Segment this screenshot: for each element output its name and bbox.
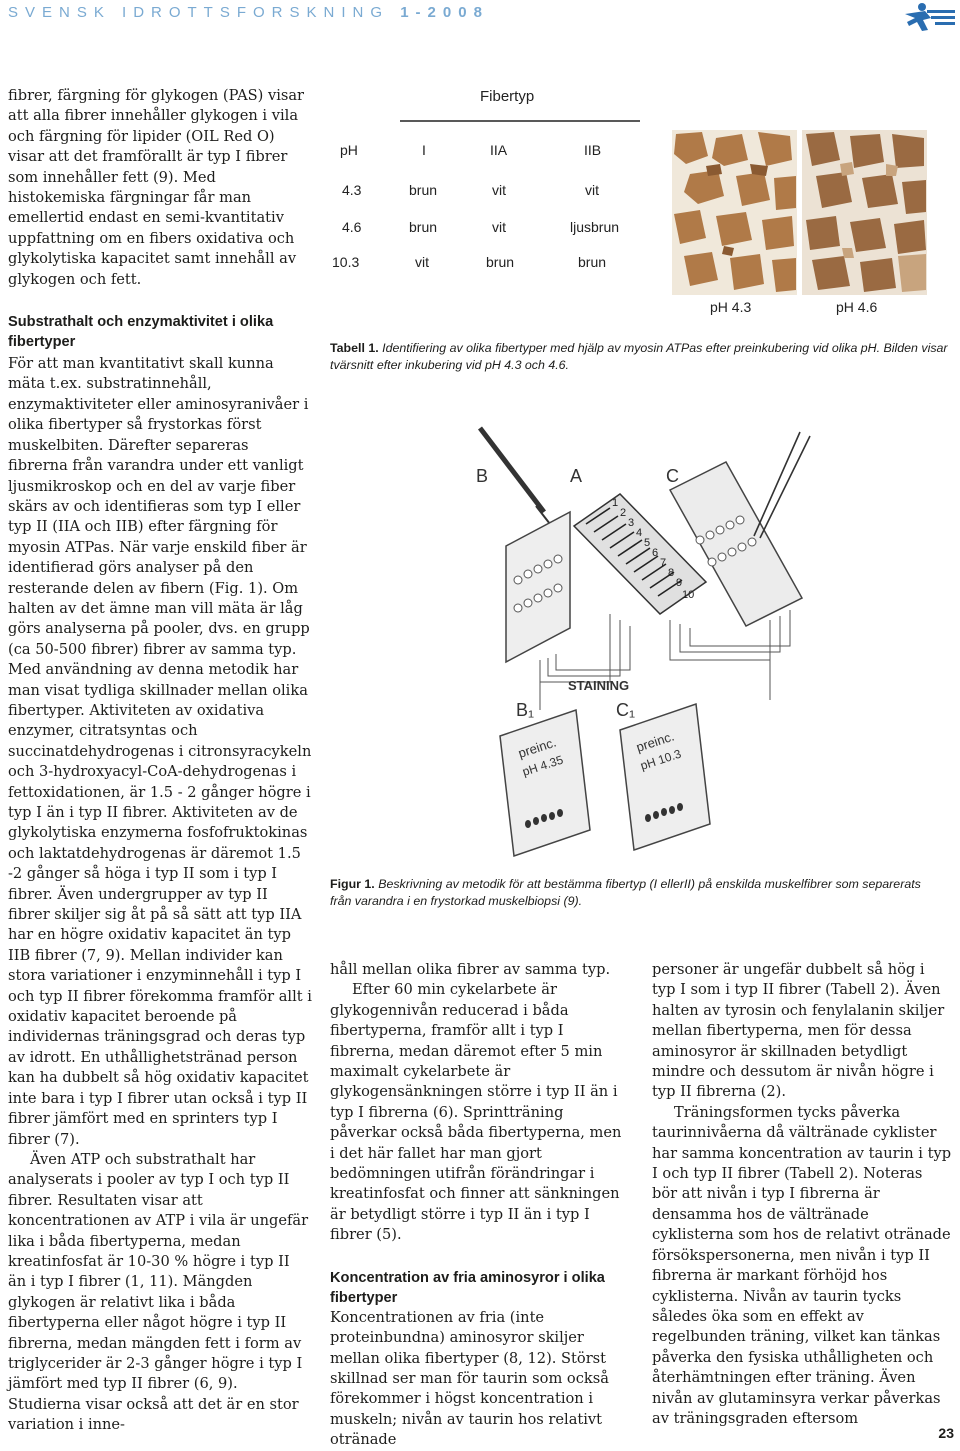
table-header-iia: IIA — [490, 142, 508, 158]
pipette — [480, 428, 544, 512]
table-cell: 4.6 — [342, 219, 362, 235]
micrograph-label-ph46: pH 4.6 — [836, 299, 878, 315]
fiber-number: 6 — [652, 547, 659, 559]
fiber-number: 4 — [636, 527, 643, 539]
journal-logo — [895, 0, 957, 36]
body-paragraph: Efter 60 min cykelarbete är glykogennivån reducerad i båda fibertyperna, framför allt i typ I fibrerna, medan däremot efter 5 min maximalt cykelarbete är glykogensänkningen större i typ II än i typ I fibrerna (6). Sprintträning påverkar också båda fibertyperna, men i det här fallet har man gjort bedömningen utifrån förändringar i kreatinfosfat och finner att sänkningen är betydligt större i typ II än i typ I fibrer (5). — [330, 981, 622, 1244]
body-paragraph: personer är ungefär dubbelt så hög i typ I som i typ II fibrer (Tabell 2). Även halten av tyrosin och fenylalanin skiljer mellan fibertyperna, men för dessa aminosyror är skillnaden betydligt mindre och dessutom är nivån högre i typ II fibrerna (2). — [652, 961, 945, 1101]
figure-caption — [330, 876, 942, 910]
table-caption-label: Tabell 1. — [330, 341, 379, 355]
table-cell: brun — [578, 254, 607, 270]
body-paragraph: Även ATP och substrathalt har analyserats i pooler av typ I och typ II fibrer. Resultaten visar att koncentrationen av ATP i vila är ungefär lika i båda fibertyperna, medan kreatinfosfat är 10-30 % högre i typ II än i typ I fibrer (1, 11). Mängden glykogen är relativt lika i båda fibertyperna eller något högre i typ II fibrerna, medan mängden fett i form av triglycerider är 2-3 gånger högre i typ I jämfört med typ II fibrer (6, 9). Studierna visar också att det är en stor variation i inne- — [8, 1150, 309, 1434]
slide-c1 — [620, 704, 710, 850]
preinc-label: preinc. — [634, 728, 677, 755]
label-b: B — [476, 466, 489, 486]
table-cell: brun — [486, 254, 515, 270]
table-caption-text: Identifiering av olika fibertyper med hjälp av myosin ATPas efter preinkubering vid olika pH. Bilden visar tvärsnitt efter inkubering vid pH 4.3 och 4.6. — [330, 341, 948, 372]
table-cell: vit — [492, 219, 506, 235]
label-c: C — [666, 466, 679, 486]
table-cell: brun — [409, 219, 438, 235]
table-cell: ljusbrun — [570, 219, 620, 235]
table-group-header: Fibertyp — [480, 88, 535, 105]
micrograph-ph43 — [672, 130, 797, 295]
table-fibertyp — [330, 82, 660, 282]
preinc-ph-label: pH 4.35 — [520, 752, 565, 779]
fiber-number: 2 — [620, 507, 627, 519]
body-paragraph: håll mellan olika fibrer av samma typ. — [330, 961, 611, 978]
micrograph-label-ph43: pH 4.3 — [710, 299, 752, 315]
figure-method-diagram — [470, 420, 940, 870]
table-cell: brun — [409, 182, 438, 198]
fiber-number: 3 — [628, 517, 635, 529]
figure-caption-text: Beskrivning av metodik för att bestämma fibertyp (I ellerII) på enskilda muskelfibrer som separerats från varandra i en frystorkad muskelbiopsi (9). — [330, 877, 921, 908]
table-cell: 4.3 — [342, 182, 362, 198]
table-header-ph: pH — [340, 142, 358, 158]
label-c1: C₁ — [616, 700, 636, 720]
fiber-number: 8 — [668, 567, 675, 579]
page-number: 23 — [938, 1425, 954, 1441]
column-left — [8, 86, 312, 1436]
fiber-number: 5 — [644, 537, 651, 549]
section-heading-substrate: Substrathalt och enzymaktivitet i olika fibertyper — [8, 314, 274, 351]
slide-b1 — [500, 710, 590, 856]
slide-c — [670, 462, 802, 626]
figure-caption-label: Figur 1. — [330, 877, 375, 891]
running-header — [8, 4, 489, 21]
table-cell: 10.3 — [332, 254, 360, 270]
preinc-label: preinc. — [516, 734, 559, 761]
staining-label: STAINING — [568, 678, 630, 693]
table-group-rule — [400, 120, 640, 122]
label-b1: B₁ — [516, 700, 535, 720]
preinc-ph-label: pH 10.3 — [638, 746, 683, 773]
body-paragraph: Koncentrationen av fria (inte proteinbundna) aminosyror skiljer mellan olika fibertyper (8, 12). Störst skillnad ser man för taurin som också förekommer i högst koncentration i muskeln; nivån av taurin hos relativt otränade — [330, 1308, 609, 1449]
fiber-number: 1 — [612, 497, 619, 509]
table-cell: vit — [492, 182, 506, 198]
body-paragraph: För att man kvantitativt skall kunna mäta t.ex. substratinnehåll, enzymaktiviteter eller aminosyranivåer i olika fibertyper så frystorkas först muskelbiten. Därefter separeras fibrerna från varandra under ett vanligt ljusmikroskop och en del av varje fiber skärs av och identifieras som typ I eller typ II (IIA och IIB) efter färgning för myosin ATPas. När varje enskild fiber är identifierad görs analyser på den resterande delen av fibern (Fig. 1). Om halten av det ämne man vill mäta är låg görs analyserna på pooler, dvs. en grupp (ca 50-500 fibrer) fibrer av samma typ. Med användning av denna metodik har man visat tydliga skillnader mellan olika fibertyper. Aktiviteten av oxidativa enzymer, citratsyntas och succinatdehydrogenas i citronsyracykeln och 3-hydroxyacyl-CoA-dehydrogenas i fettoxidationen, är 1.5 - 2 gånger högre i typ I än i typ II fibrer. Aktiviteten av de glykolytiska enzymerna fosfofruktokinas och laktatdehydrogenas är däremot 1.5 -2 gånger så höga i typ II som i typ I fibrer. Även undergrupper av typ II fibrer skiljer sig åt på så sätt att typ IIA har en högre oxidativ kapacitet än typ IIB fibrer (7, 9). Mellan individer kan stora variationer i enzyminnehåll i typ I och typ II fibrer förekomma framför allt i oxidativ kapacitet beroende på individernas träningsgrad och deras typ av idrott. En uthållighetstränad person kan ha dubbelt så hög oxidativ kapacitet inte bara i typ I fibrer utan också i typ II fibrer jämfört med en sprinters typ I fibrer (7). — [8, 355, 312, 1148]
fiber-number: 7 — [660, 557, 667, 569]
section-heading-aminosyror: Koncentration av fria aminosyror i olika fibertyper — [330, 1269, 605, 1306]
table-cell: vit — [585, 182, 599, 198]
fiber-number: 9 — [676, 577, 683, 589]
micrograph-ph46 — [802, 130, 927, 295]
tweezers — [754, 432, 810, 538]
table-header-iib: IIB — [584, 142, 602, 158]
table-header-i: I — [422, 142, 426, 158]
journal-title: SVENSK IDROTTSFORSKNING — [8, 4, 390, 21]
table-caption — [330, 340, 950, 374]
body-paragraph: Träningsformen tycks påverka taurinnivåerna då vältränade cyklister har samma koncentration av taurin i typ I och typ II fibrer (Tabell 2). Noteras bör att nivån i typ I fibrerna är densamma hos de vältränade cyklisterna som hos de relativt otränade försökspersonerna, men nivån i typ II fibrerna är markant förhöjd hos cyklisterna. Nivån av taurin tycks således öka som en effekt av regelbunden träning, vilket kan tänkas påverka den fysiska uthålligheten och återhämtningen efter träning. Även nivån av glutaminsyra verkar påverkas av träningsgraden eftersom — [652, 1103, 952, 1427]
table-cell: vit — [415, 254, 429, 270]
label-a: A — [570, 466, 583, 486]
column-right — [652, 960, 952, 1429]
fiber-number: 10 — [682, 589, 695, 601]
issue-number: 1-2008 — [400, 4, 489, 21]
intro-paragraph: fibrer, färgning för glykogen (PAS) visar att alla fibrer innehåller glykogen i vila och färgning för lipider (OIL Red O) visar att det framförallt är typ I fibrer som innehåller fett (9). Med histokemiska färgningar får man emellertid endast en semi-kvantitativ uppfattning om en fibers oxidativa och glykolytiska kapacitet samt innehåll av glykogen och fett. — [8, 87, 305, 288]
column-middle — [330, 960, 630, 1451]
